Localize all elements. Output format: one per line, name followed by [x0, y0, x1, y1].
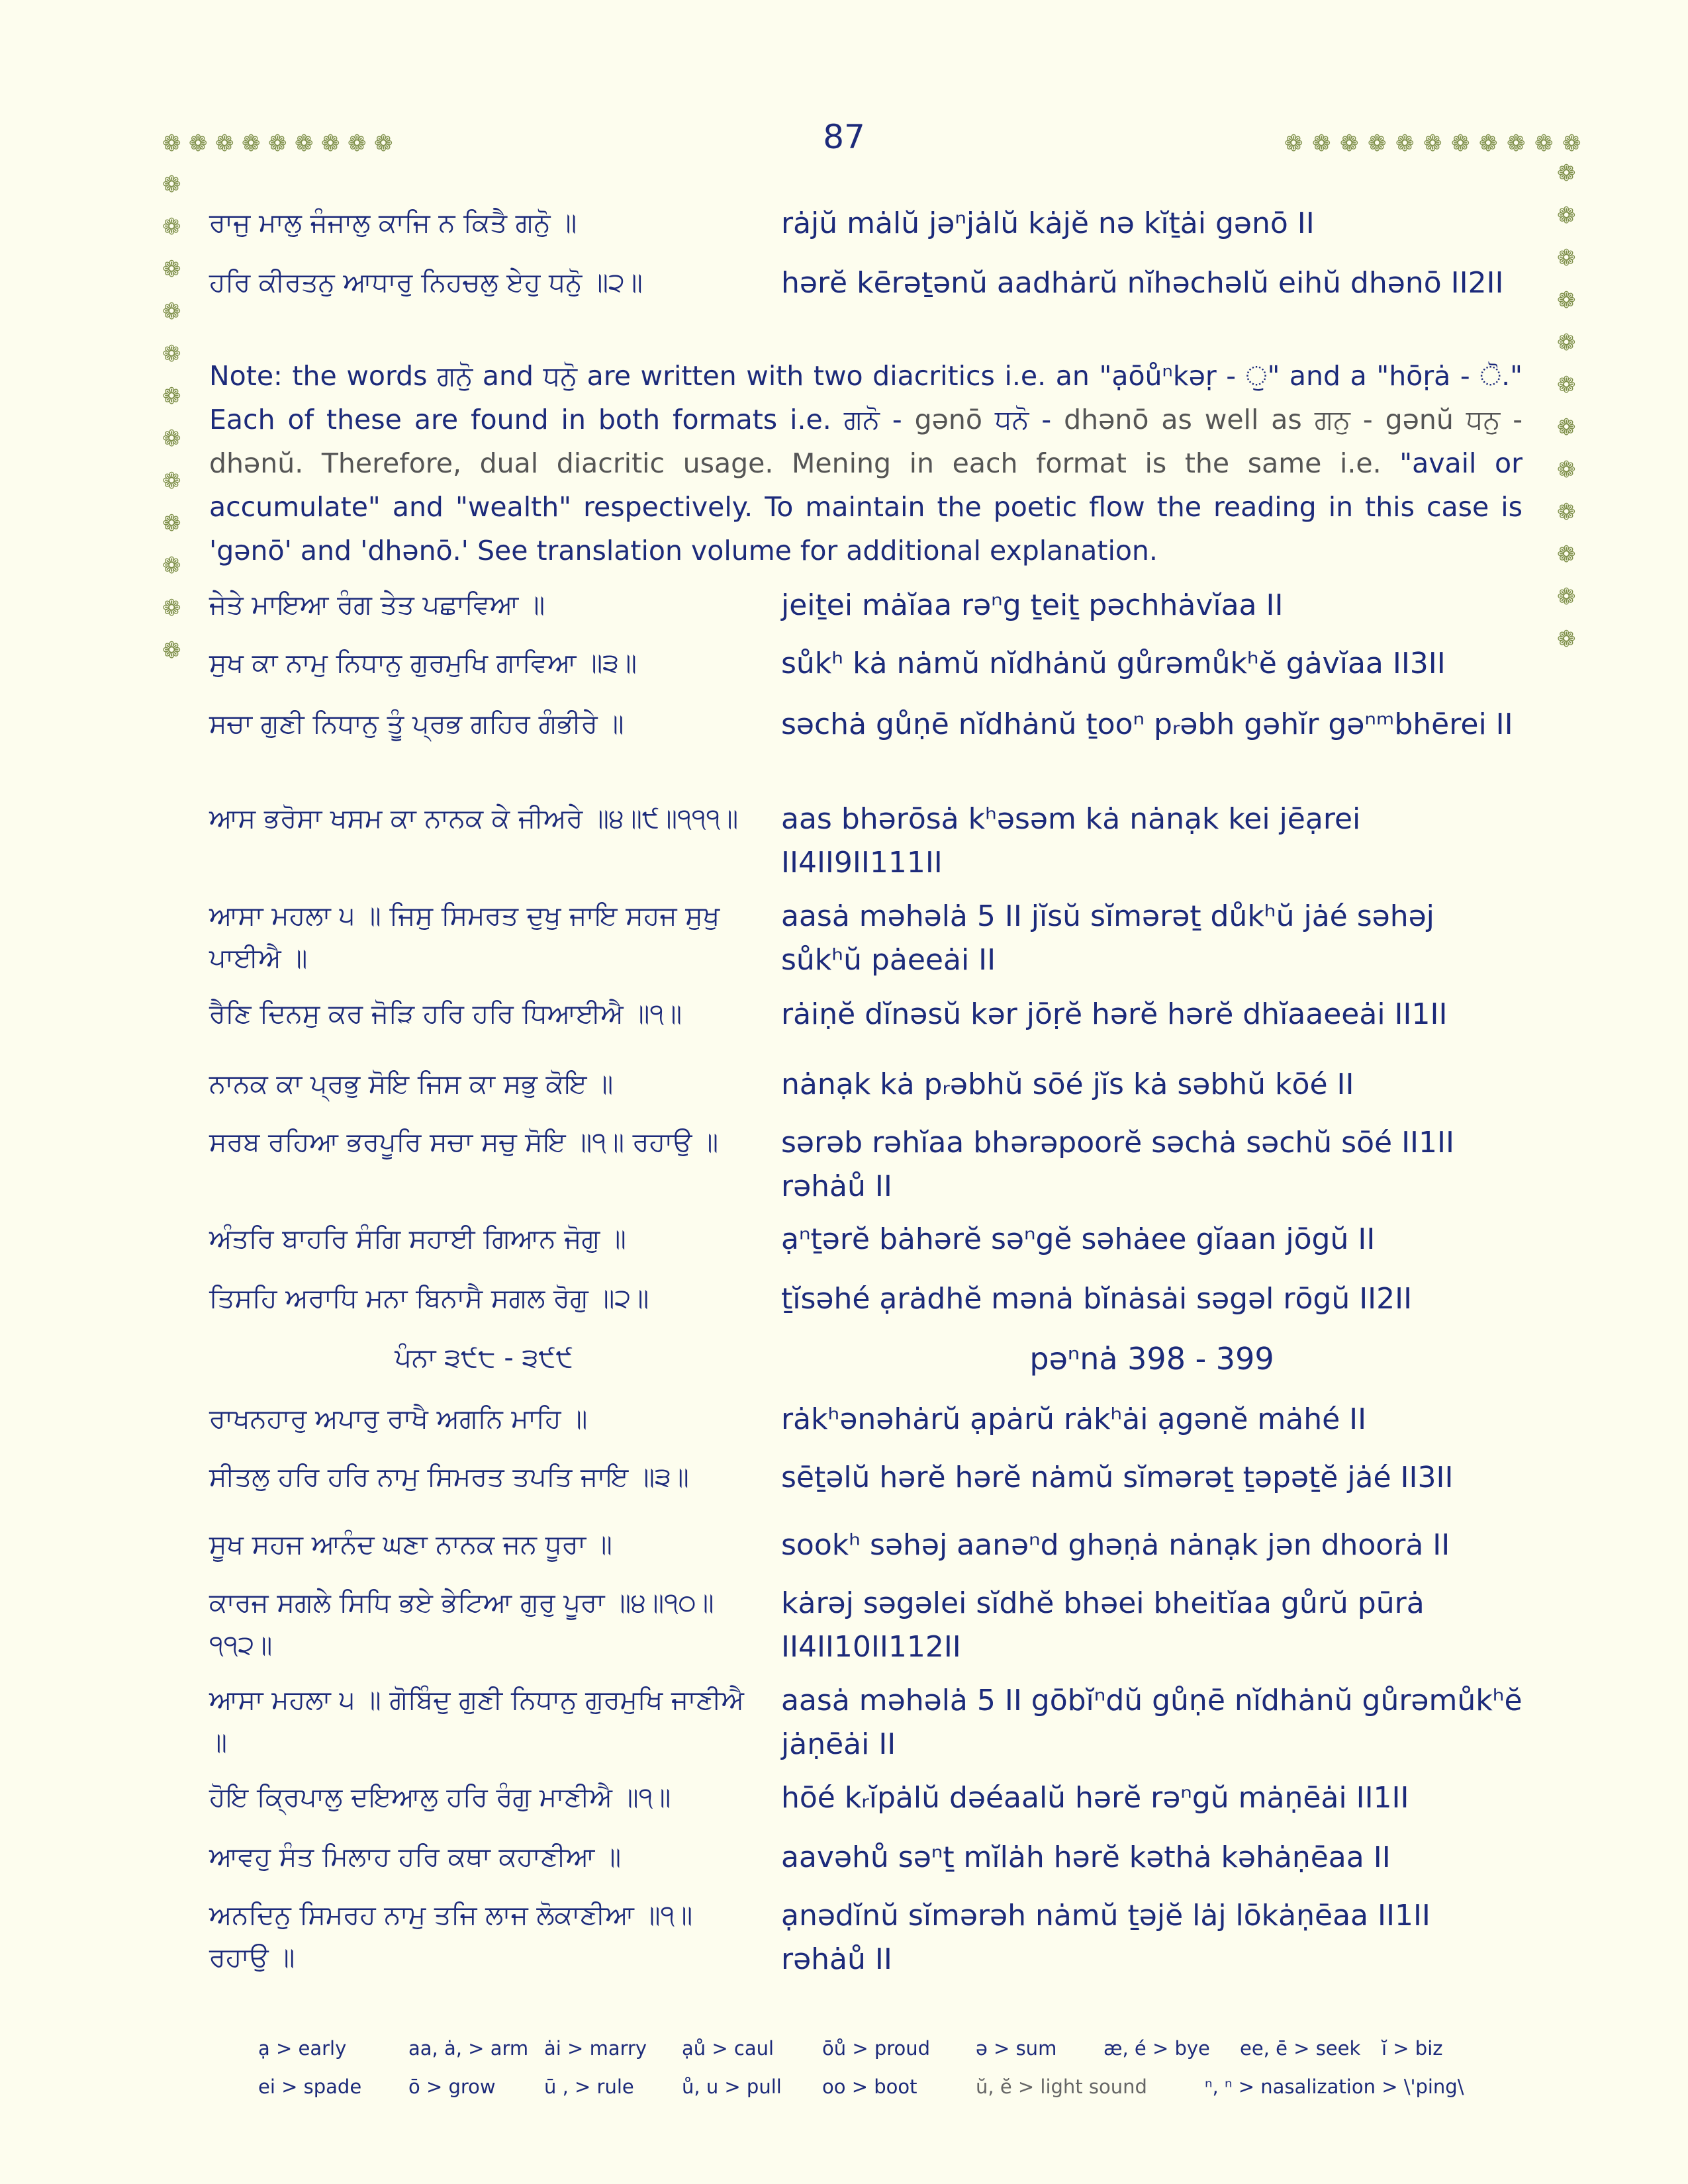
flower-ornament-icon: ❁ — [162, 637, 181, 664]
flower-ornament-icon: ❁ — [1557, 626, 1576, 653]
gurmukhi-line: ਆਸਾ ਮਹਲਾ ੫ ॥ ਜਿਸੁ ਸਿਮਰਤ ਦੁਖੁ ਜਾਇ ਸਹਜ ਸੁਖੁ ਪਾਈਐ ॥ — [209, 901, 720, 974]
gurmukhi-line: ਨਾਨਕ ਕਾ ਪ੍ਰਭੁ ਸੋਇ ਜਿਸ ਕਾ ਸਭੁ ਕੋਇ ॥ — [209, 1069, 614, 1099]
transliteration-line: hōé kᵣĭpȧlŭ dəéaalŭ hərĕ rəⁿgŭ mȧṇēȧi II1II — [781, 1781, 1409, 1815]
note-grey-1: gənō — [914, 404, 982, 435]
transliteration-line: aasȧ məhəlȧ 5 II gōbĭⁿdŭ gůṇē nĭdhȧnŭ gůrəmůkʰĕ jȧṇēȧi II — [781, 1684, 1523, 1761]
transliteration-line: aas bhərōsȧ kʰəsəm kȧ nȧnạk kei jēạrei II4II9II111II — [781, 802, 1361, 880]
flower-ornament-icon: ❁ — [1557, 203, 1576, 229]
legend-item: ů, u > pull — [682, 2075, 782, 2098]
transliteration-line: sēṯəlŭ hərĕ hərĕ nȧmŭ sĭmərəṯ ṯəpəṯĕ jȧé II3II — [781, 1461, 1454, 1494]
flower-ornament-icon: ❁ — [1557, 245, 1576, 271]
legend-item: ō > grow — [408, 2075, 496, 2098]
transliteration-line: hərĕ kērəṯənŭ aadhȧrŭ nĭhəchəlŭ eihŭ dhənō II2II — [781, 266, 1504, 300]
flower-ornament-icon: ❁ — [1479, 130, 1498, 157]
transliteration-line: rȧkʰənəhȧrŭ ạpȧrŭ rȧkʰȧi ạgənĕ mȧhé II — [781, 1402, 1367, 1436]
flower-ornament-icon: ❁ — [189, 130, 208, 157]
gurmukhi-line: ਹਰਿ ਕੀਰਤਨੁ ਆਧਾਰੁ ਨਿਹਚਲੁ ਏਹੁ ਧਨੋੁ ॥੨॥ — [209, 267, 643, 298]
flower-ornament-icon: ❁ — [321, 130, 340, 157]
flower-ornament-icon: ❁ — [162, 595, 181, 621]
flower-ornament-icon: ❁ — [295, 130, 314, 157]
page-range-punjabi: ਪੰਨਾ ੩੯੮ - ੩੯੯ — [395, 1343, 573, 1373]
gurmukhi-line: ਆਵਹੁ ਸੰਤ ਮਿਲਾਹ ਹਰਿ ਕਥਾ ਕਹਾਣੀਆ ॥ — [209, 1842, 622, 1872]
gurmukhi-line: ਸੁਖ ਕਾ ਨਾਮੁ ਨਿਧਾਨੁ ਗੁਰਮੁਖਿ ਗਾਵਿਆ ॥੩॥ — [209, 648, 637, 678]
transliteration-line: kȧrəj səgəlei sĭdhĕ bhəei bheitĭaa gůrŭ pūrȧ II4II10II112II — [781, 1586, 1425, 1664]
flower-ornament-icon: ❁ — [215, 130, 234, 157]
gurmukhi-line: ਸੂਖ ਸਹਜ ਆਨੰਦ ਘਣਾ ਨਾਨਕ ਜਨ ਧੂਰਾ ॥ — [209, 1529, 612, 1560]
page-range-transliteration: pəⁿnȧ 398 - 399 — [1029, 1341, 1274, 1377]
note-text-2: ਧਨੋ - — [982, 404, 1064, 435]
gurmukhi-line: ਸਚਾ ਗੁਣੀ ਨਿਧਾਨੁ ਤੂੰ ਪ੍ਰਭ ਗਹਿਰ ਗੰਭੀਰੇ ॥ — [209, 709, 624, 739]
transliteration-line: aasȧ məhəlȧ 5 II jĭsŭ sĭmərəṯ důkʰŭ jȧé səhəj sůkʰŭ pȧeeȧi II — [781, 899, 1434, 977]
gurmukhi-line: ਰੈਣਿ ਦਿਨਸੁ ਕਰ ਜੋੜਿ ਹਰਿ ਹਰਿ ਧਿਆਈਐ ॥੧॥ — [209, 999, 682, 1029]
gurmukhi-line: ਆਸਾ ਮਹਲਾ ੫ ॥ ਗੋਬਿੰਦੁ ਗੁਣੀ ਨਿਧਾਨੁ ਗੁਰਮੁਖਿ ਜਾਣੀਐ ॥ — [209, 1685, 744, 1758]
flower-ornament-icon: ❁ — [162, 171, 181, 198]
flower-ornament-icon: ❁ — [242, 130, 261, 157]
flower-ornament-icon: ❁ — [162, 468, 181, 494]
legend-item: ŭ, ĕ > light sound — [976, 2075, 1147, 2098]
legend-item: ĭ > biz — [1382, 2037, 1443, 2060]
flower-ornament-icon: ❁ — [1562, 130, 1581, 157]
flower-ornament-icon: ❁ — [1284, 130, 1303, 157]
gurmukhi-line: ਜੇਤੇ ਮਾਇਆ ਰੰਗ ਤੇਤ ਪਛਾਵਿਆ ॥ — [209, 590, 545, 620]
transliteration-line: jeiṯei mȧĭaa rəⁿg ṯeiṯ pəchhȧvĭaa II — [781, 588, 1284, 622]
legend-item: aa, ȧ, > arm — [408, 2037, 529, 2060]
flower-ornament-icon: ❁ — [1368, 130, 1387, 157]
flower-ornament-icon: ❁ — [162, 256, 181, 283]
transliteration-line: rȧiṇĕ dĭnəsŭ kər jōṛĕ hərĕ hərĕ dhĭaaeeȧi II1II — [781, 997, 1448, 1031]
page-number: 87 — [823, 118, 865, 156]
gurmukhi-line: ਆਸ ਭਰੋਸਾ ਖਸਮ ਕਾ ਨਾਨਕ ਕੇ ਜੀਅਰੇ ॥੪॥੯॥੧੧੧॥ — [209, 803, 739, 834]
transliteration-line: aavəhů səⁿṯ mĭlȧh hərĕ kəthȧ kəhȧṇēaa II — [781, 1841, 1391, 1874]
transliteration-line: ṯĭsəhé ạrȧdhĕ mənȧ bĭnȧsȧi səgəl rōgŭ II2II — [781, 1282, 1413, 1316]
flower-ornament-icon: ❁ — [1557, 414, 1576, 441]
legend-item: ōů > proud — [822, 2037, 931, 2060]
note-grey-2: dhənō as well as ਗਨੁ - gənŭ ਧਨੁ - dhənŭ. Therefore, dual diacritic usage. Mening in each format is the same i.e. — [209, 404, 1523, 479]
flower-ornament-icon: ❁ — [1423, 130, 1442, 157]
legend-item: ei > spade — [258, 2075, 362, 2098]
note-paragraph — [209, 354, 1523, 572]
transliteration-line: nȧnạk kȧ pᵣəbhŭ sōé jĭs kȧ səbhŭ kōé II — [781, 1068, 1354, 1101]
transliteration-line: sůkʰ kȧ nȧmŭ nĭdhȧnŭ gůrəmůkʰĕ gȧvĭaa II3II — [781, 647, 1446, 680]
flower-ornament-icon: ❁ — [1312, 130, 1331, 157]
gurmukhi-line: ਰਾਖਨਹਾਰੁ ਅਪਾਰੁ ਰਾਖੈ ਅਗਨਿ ਮਾਹਿ ॥ — [209, 1404, 588, 1434]
legend-item: oo > boot — [822, 2075, 917, 2098]
flower-ornament-icon: ❁ — [1557, 541, 1576, 568]
flower-ornament-icon: ❁ — [1557, 457, 1576, 483]
transliteration-line: rȧjŭ mȧlŭ jəⁿjȧlŭ kȧjĕ nə kĭṯȧi gənō II — [781, 206, 1315, 240]
legend-item: ū , > rule — [544, 2075, 634, 2098]
legend-item: ạů > caul — [682, 2037, 774, 2060]
transliteration-line: ạⁿṯərĕ bȧhərĕ səⁿgĕ səhȧee gĭaan jōgŭ II — [781, 1222, 1376, 1256]
note-text-3: "avail or accumulate" and "wealth" respectively. To maintain the poetic flow the reading in this case is 'gənō' and 'dhənō.' See translation volume for additional explanation. — [209, 447, 1523, 567]
flower-ornament-icon: ❁ — [348, 130, 367, 157]
transliteration-line: ạnədĭnŭ sĭmərəh nȧmŭ ṯəjĕ lȧj lōkȧṇēaa II1II rəhȧů II — [781, 1899, 1430, 1976]
flower-ornament-icon: ❁ — [162, 214, 181, 240]
gurmukhi-line: ਕਾਰਜ ਸਗਲੇ ਸਿਧਿ ਭਏ ਭੇਟਿਆ ਗੁਰੁ ਪੂਰਾ ॥੪॥੧੦॥੧੧੨॥ — [209, 1588, 714, 1661]
note-text-1: Note: the words ਗਨੋੁ and ਧਨੋੁ are written with two diacritics i.e. an "ạōůⁿkəṛ - ੁ" and a "hōṛȧ - ੋ." Each of these are found in both formats i.e. ਗਨੋ - — [209, 360, 1523, 435]
flower-ornament-icon: ❁ — [162, 383, 181, 410]
legend-item: ⁿ, ⁿ > nasalization > \'ping\ — [1205, 2075, 1464, 2098]
flower-ornament-icon: ❁ — [1557, 499, 1576, 525]
legend-item: ə > sum — [976, 2037, 1057, 2060]
flower-ornament-icon: ❁ — [1451, 130, 1470, 157]
flower-ornament-icon: ❁ — [268, 130, 287, 157]
gurmukhi-line: ਅੰਤਰਿ ਬਾਹਰਿ ਸੰਗਿ ਸਹਾਈ ਗਿਆਨ ਜੋਗੁ ॥ — [209, 1224, 626, 1254]
legend-item: ȧi > marry — [544, 2037, 647, 2060]
gurmukhi-line: ਰਾਜੁ ਮਾਲੁ ਜੰਜਾਲੁ ਕਾਜਿ ਨ ਕਿਤੈ ਗਨੋੁ ॥ — [209, 208, 577, 238]
legend-item: æ, é > bye — [1103, 2037, 1210, 2060]
transliteration-line: sookʰ səhəj aanəⁿd ghəṇȧ nȧnạk jən dhoorȧ II — [781, 1528, 1450, 1562]
gurmukhi-line: ਹੋਇ ਕ੍ਰਿਪਾਲੁ ਦਇਆਲੁ ਹਰਿ ਰੰਗੁ ਮਾਣੀਐ ॥੧॥ — [209, 1782, 671, 1813]
flower-ornament-icon: ❁ — [162, 426, 181, 452]
flower-ornament-icon: ❁ — [162, 510, 181, 537]
gurmukhi-line: ਸੀਤਲੁ ਹਰਿ ਹਰਿ ਨਾਮੁ ਸਿਮਰਤ ਤਪਤਿ ਜਾਇ ॥੩॥ — [209, 1462, 689, 1492]
flower-ornament-icon: ❁ — [1507, 130, 1526, 157]
flower-ornament-icon: ❁ — [1340, 130, 1359, 157]
flower-ornament-icon: ❁ — [1557, 287, 1576, 314]
legend-item: ạ > early — [258, 2037, 347, 2060]
flower-ornament-icon: ❁ — [374, 130, 393, 157]
transliteration-line: səchȧ gůṇē nĭdhȧnŭ ṯooⁿ pᵣəbh gəhĭr gəⁿᵐbhērei II — [781, 707, 1513, 741]
flower-ornament-icon: ❁ — [1557, 372, 1576, 398]
gurmukhi-line: ਅਨਦਿਨੁ ਸਿਮਰਹ ਨਾਮੁ ਤਜਿ ਲਾਜ ਲੋਕਾਣੀਆ ॥੧॥ ਰਹਾਉ ॥ — [209, 1900, 693, 1973]
flower-ornament-icon: ❁ — [1557, 584, 1576, 610]
flower-ornament-icon: ❁ — [162, 341, 181, 367]
legend-item: ee, ē > seek — [1240, 2037, 1361, 2060]
flower-ornament-icon: ❁ — [1557, 160, 1576, 187]
gurmukhi-line: ਤਿਸਹਿ ਅਰਾਧਿ ਮਨਾ ਬਿਨਾਸੈ ਸਗਲ ਰੋਗੁ ॥੨॥ — [209, 1283, 649, 1314]
flower-ornament-icon: ❁ — [162, 130, 181, 157]
transliteration-line: sərəb rəhĭaa bhərəpoorĕ səchȧ səchŭ sōé II1II rəhȧů II — [781, 1126, 1454, 1203]
flower-ornament-icon: ❁ — [1395, 130, 1415, 157]
gurmukhi-line: ਸਰਬ ਰਹਿਆ ਭਰਪੂਰਿ ਸਚਾ ਸਚੁ ਸੋਇ ॥੧॥ ਰਹਾਉ ॥ — [209, 1127, 719, 1158]
flower-ornament-icon: ❁ — [1557, 330, 1576, 356]
flower-ornament-icon: ❁ — [1534, 130, 1554, 157]
flower-ornament-icon: ❁ — [162, 298, 181, 325]
flower-ornament-icon: ❁ — [162, 553, 181, 579]
